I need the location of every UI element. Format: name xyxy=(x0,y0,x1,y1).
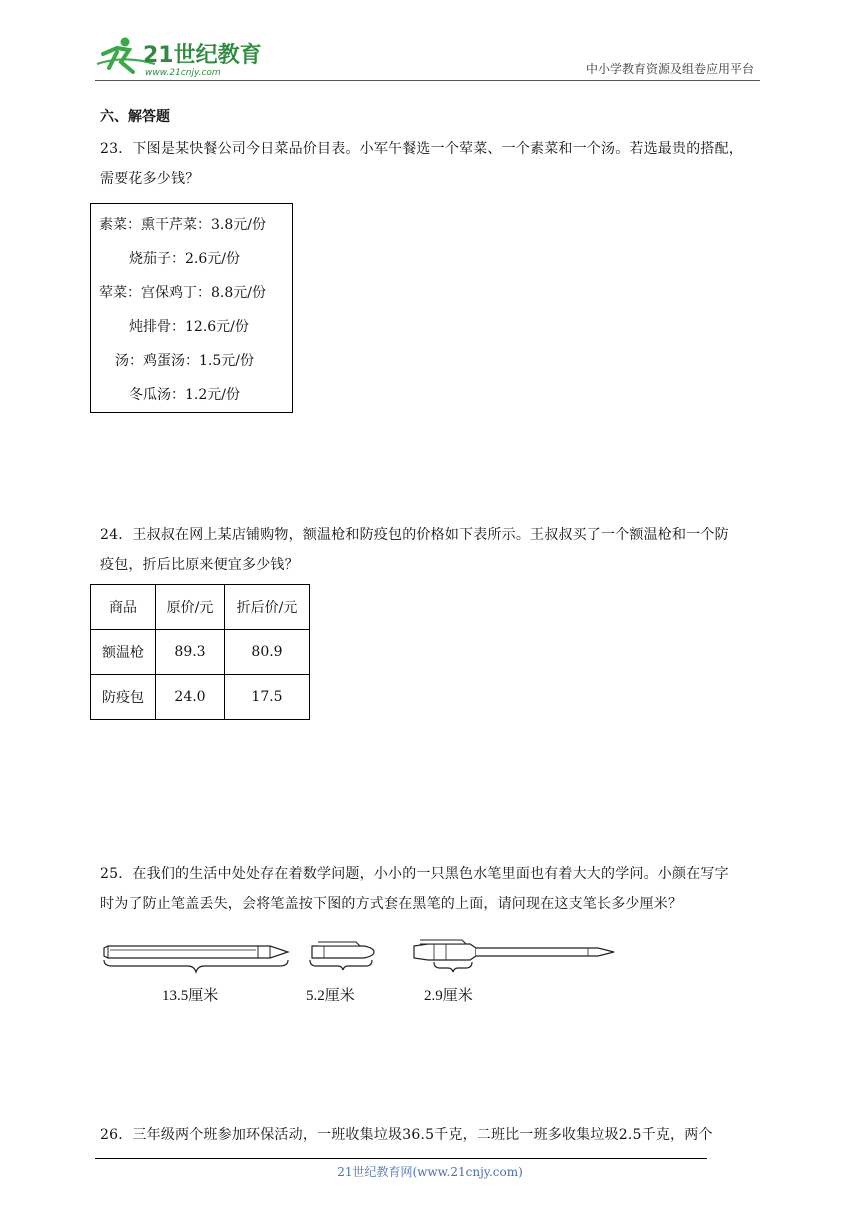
cap-length-label: 5.2厘米 xyxy=(306,988,355,1004)
table-header-cell: 商品 xyxy=(91,585,156,630)
menu-item: 汤：鸡蛋汤：1.5元/份 xyxy=(115,353,254,369)
table-header-cell: 原价/元 xyxy=(156,585,225,630)
table-header-cell: 折后价/元 xyxy=(225,585,310,630)
table-cell: 24.0 xyxy=(156,675,225,720)
logo-url: www.21cnjy.com xyxy=(145,68,221,78)
pen-length-label: 13.5厘米 xyxy=(162,988,219,1004)
question-24 xyxy=(100,520,765,580)
question-24-line-2: 疫包，折后比原来便宜多少钱？ xyxy=(100,557,299,573)
table-cell: 80.9 xyxy=(225,630,310,675)
question-26 xyxy=(100,1120,765,1150)
page-header xyxy=(95,34,760,81)
logo-icon xyxy=(95,34,265,78)
menu-item: 冬瓜汤：1.2元/份 xyxy=(129,387,240,403)
table-header-row xyxy=(91,585,310,630)
price-table xyxy=(90,584,310,720)
table-row xyxy=(91,675,310,720)
table-row xyxy=(91,630,310,675)
table-cell: 额温枪 xyxy=(91,630,156,675)
menu-item: 炖排骨：12.6元/份 xyxy=(129,319,249,335)
menu-item: 素菜：熏干芹菜：3.8元/份 xyxy=(99,217,266,233)
question-23-line-1: 23．下图是某快餐公司今日菜品价目表。小军午餐选一个荤菜、一个素菜和一个汤。若选最贵的搭配， xyxy=(100,141,744,157)
pen-diagram xyxy=(98,934,628,1014)
menu-price-box xyxy=(90,203,293,413)
question-25-line-2: 时为了防止笔盖丢失，会将笔盖按下图的方式套在黑笔的上面，请问现在这支笔长多少厘米？ xyxy=(100,896,683,912)
footer-divider xyxy=(95,1158,707,1159)
question-24-line-1: 24．王叔叔在网上某店铺购物，额温枪和防疫包的价格如下表所示。王叔叔买了一个额温枪和一个防 xyxy=(100,527,729,543)
platform-name: 中小学教育资源及组卷应用平台 xyxy=(585,62,754,76)
section-title: 六、解答题 xyxy=(100,109,170,125)
table-cell: 17.5 xyxy=(225,675,310,720)
menu-item: 烧茄子：2.6元/份 xyxy=(129,251,240,267)
footer-text[interactable]: 21世纪教育网(www.21cnjy.com) xyxy=(337,1165,523,1179)
pen-cap-icon xyxy=(312,942,374,958)
brace-icon xyxy=(310,960,372,970)
question-23-line-2: 需要花多少钱？ xyxy=(100,171,200,187)
pen-icon xyxy=(104,946,288,958)
logo-text: 21世纪教育 xyxy=(143,43,262,68)
question-25-line-1: 25．在我们的生活中处处存在着数学问题，小小的一只黑色水笔里面也有着大大的学问。小颜在写字 xyxy=(100,866,729,882)
table-cell: 89.3 xyxy=(156,630,225,675)
brace-icon xyxy=(434,962,472,972)
capped-pen-icon xyxy=(414,940,614,960)
question-25 xyxy=(100,859,765,919)
menu-item: 荤菜：宫保鸡丁：8.8元/份 xyxy=(99,285,266,301)
brace-icon xyxy=(104,960,288,972)
question-26-line-1: 26．三年级两个班参加环保活动，一班收集垃圾36.5千克，二班比一班多收集垃圾2.5千克，两个 xyxy=(100,1127,713,1143)
question-23 xyxy=(100,134,765,194)
table-cell: 防疫包 xyxy=(91,675,156,720)
overlap-length-label: 2.9厘米 xyxy=(424,988,473,1004)
